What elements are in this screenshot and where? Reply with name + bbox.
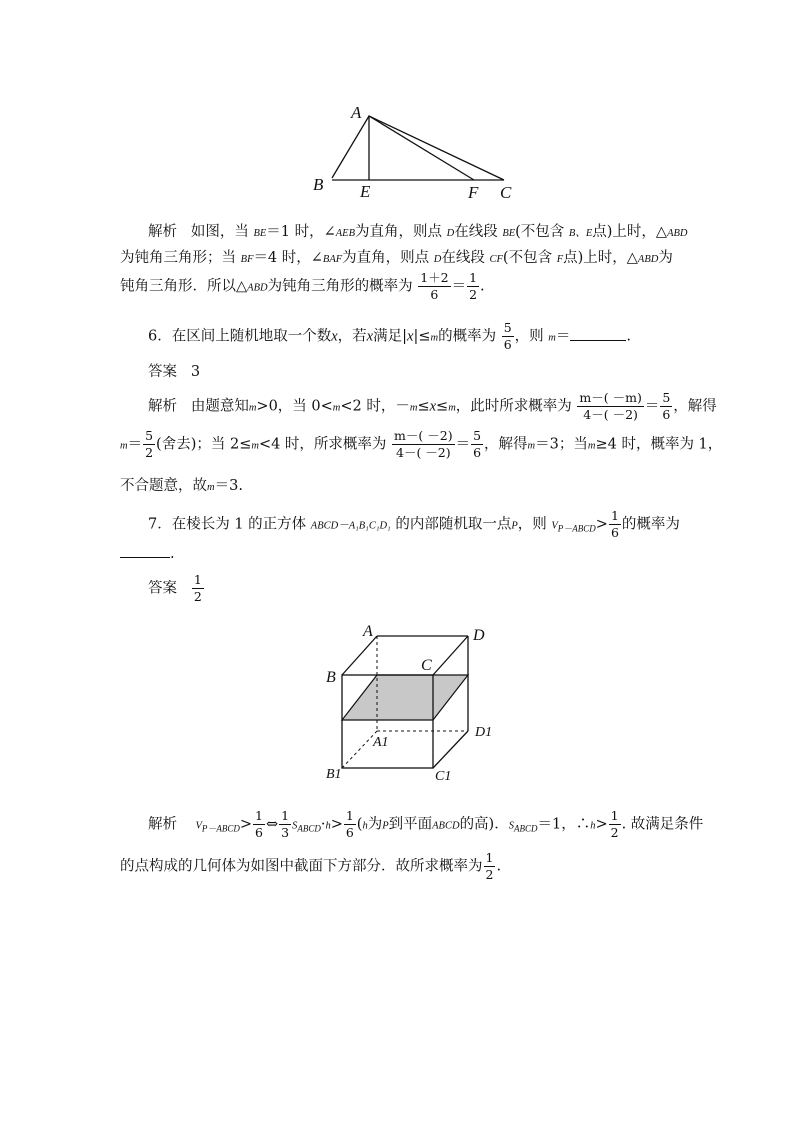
fraction: $\frac{5}{6}$ (503, 320, 512, 352)
question-6: 6．在区间上随机地取一个数x，若x满足|x|≤m的概率为 $\frac{5}{6}$ ，则 m＝ . (148, 320, 631, 352)
question-7: 7．在棱长为 1 的正方体 ABCD－A₁B₁C₁D₁ 的内部随机取一点P，则 $V_{P-ABCD}>$ $\frac{1}{6}$ 的概率为 (148, 508, 680, 540)
label-B1: B1 (326, 767, 342, 782)
label-A: A (363, 623, 373, 640)
fraction: $\frac{m-( -2)}{4-( -2)}$ (394, 428, 453, 460)
fraction: $\frac{1}{2}$ (485, 850, 494, 882)
label-B: B (326, 669, 336, 686)
label-A1: A1 (373, 735, 389, 750)
label-B: B (313, 175, 324, 194)
label-D: D (473, 627, 485, 644)
fraction: $\frac{1}{2}$ (610, 808, 619, 840)
fraction: $\frac{1}{6}$ (255, 808, 263, 840)
fraction: $\frac{5}{2}$ (145, 428, 154, 460)
label-C: C (500, 183, 512, 202)
solution-5-line-1: 解析 如图，当 BE＝1 时，∠AEB为直角，则点 D在线段 BE(不包含 B、E点)上时，△ABD (148, 224, 688, 240)
answer-blank (570, 339, 626, 341)
solution-6-line-2: m＝ $\frac{5}{2}$ (舍去)；当 2≤m<4 时，所求概率为 $\frac{m-( -2)}{4-( -2)}$ ＝ $\frac{5}{6}$ ，解得m＝3；当m≥4 时，概率为 1， (120, 428, 723, 460)
label-C1: C1 (435, 769, 452, 784)
label-E: E (360, 182, 371, 201)
solution-7-line-1: 解析 $V_{P-ABCD}>$ $\frac{1}{6}$ ⇔ $\frac{1}{3}$ $S_{ABCD}\cdot h>$ $\frac{1}{6}$ (h为P到平面ABCD的高)．$S_{ABCD}=1$，∴h> $\frac{1}{2}$ . 故满足条件 (148, 808, 704, 840)
solution-5-line-2: 为钝角三角形；当 BF＝4 时，∠BAF为直角，则点 D在线段 CF(不包含 F点)上时，△ABD为 (120, 250, 673, 266)
answer-blank (120, 556, 170, 558)
fraction: $\frac{1+2}{6}$ (420, 270, 449, 302)
cube-figure (318, 618, 508, 788)
answer-6: 答案 3 (148, 364, 201, 380)
label-D1: D1 (475, 725, 493, 740)
label-A: A (351, 103, 362, 122)
triangle-figure (305, 100, 530, 205)
label-F: F (468, 183, 479, 202)
solution-5-line-3: 钝角三角形．所以△ABD为钝角三角形的概率为 $\frac{1+2}{6}$ ＝ $\frac{1}{2}$ . (120, 270, 485, 302)
fraction: $\frac{5}{6}$ (473, 428, 482, 460)
fraction: $\frac{1}{3}$ (281, 808, 290, 840)
fraction: $\frac{1}{2}$ (469, 270, 478, 302)
question-7-line-2: . (120, 546, 175, 562)
solution-7-line-2: 的点构成的几何体为如图中截面下方部分．故所求概率为 $\frac{1}{2}$ . (120, 850, 502, 882)
fraction: $\frac{m-( -m)}{4-( -2)}$ (579, 390, 642, 422)
fraction: $\frac{1}{2}$ (193, 572, 202, 604)
fraction: $\frac{1}{6}$ (610, 508, 619, 540)
fraction: $\frac{5}{6}$ (662, 390, 671, 422)
fraction: $\frac{1}{6}$ (345, 808, 354, 840)
label-C: C (421, 657, 432, 674)
answer-7: 答案 $\frac{1}{2}$ (148, 572, 202, 604)
solution-6-line-1: 解析 由题意知m>0，当 0<m<2 时，－m≤x≤m，此时所求概率为 $\frac{m-( -m)}{4-( -2)}$ ＝ $\frac{5}{6}$ ，解得 (148, 390, 717, 422)
solution-6-line-3: 不合题意，故m＝3. (120, 478, 243, 494)
